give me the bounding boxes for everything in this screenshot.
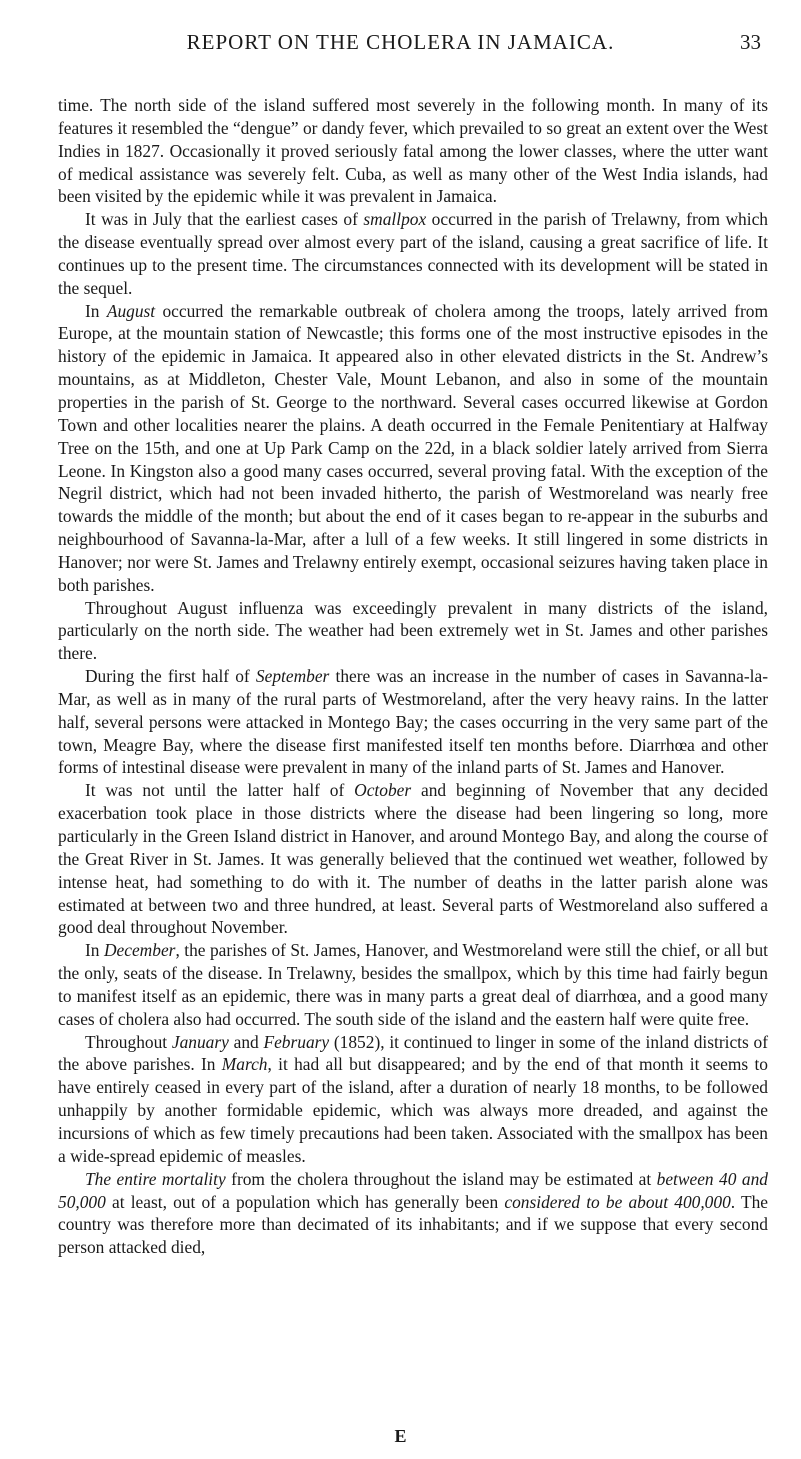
italic-text: considered to be about 400,000 bbox=[504, 1191, 731, 1212]
text-segment: from the cholera throughout the island may be estimated at bbox=[225, 1168, 657, 1189]
running-head: REPORT ON THE CHOLERA IN JAMAICA. bbox=[186, 30, 615, 54]
text-segment: Throughout August influenza was exceedingly prevalent in many districts of the island, particularly on the north side. The weather had been extremely wet in St. James and other parishes there. bbox=[58, 597, 768, 664]
italic-text: smallpox bbox=[363, 209, 427, 230]
paragraph bbox=[58, 1168, 768, 1259]
page-header bbox=[40, 30, 761, 70]
body-text bbox=[58, 94, 768, 1259]
italic-text: March bbox=[221, 1054, 268, 1075]
text-segment: time. The north side of the island suffered most severely in the following month. In many of its features it resembled the “dengue” or dandy fever, which prevailed to so great an extent over the West Indies in 1827. Occasionally it proved seriously fatal among the lower classes, where the utter want of medical assistance was severely felt. Cuba, as well as many other of the West India islands, had been visited by the epidemic while it was prevalent in Jamaica. bbox=[58, 95, 768, 207]
text-segment: (1852), it continued to linger in some of the inland districts of the above parishes. In bbox=[58, 1031, 768, 1075]
italic-text: February bbox=[263, 1031, 330, 1052]
paragraph bbox=[58, 597, 768, 666]
paragraph bbox=[58, 665, 768, 779]
text-segment: It was in July that the earliest cases of bbox=[85, 209, 364, 230]
text-segment: In bbox=[85, 300, 107, 321]
page-number: 33 bbox=[740, 30, 761, 54]
italic-text: January bbox=[171, 1031, 229, 1052]
text-segment: , the parishes of St. James, Hanover, and Westmoreland were still the chief, or all but the only, seats of the disease. In Trelawny, besides the smallpox, which by this time had fairly begun to manifest itself as an epidemic, there was in many parts a great deal of diarrhœa, and a good many cases of cholera also had occurred. The south side of the island and the eastern half were quite free. bbox=[58, 940, 768, 1029]
italic-text: September bbox=[255, 666, 330, 687]
signature-mark: E bbox=[394, 1426, 407, 1446]
paragraph bbox=[58, 208, 768, 299]
text-segment: occurred the remarkable outbreak of cholera among the troops, lately arrived from Europe, at the mountain station of Newcastle; this forms one of the most instructive episodes in the history of the epidemic in Jamaica. It appeared also in other elevated districts in the St. Andrew’s mountains, as at Middleton, Chester Vale, Mount Lebanon, and also in some of the mountain properties in the parish of St. George to the northward. Several cases occurred likewise at Gordon Town and other localities nearer the plains. A death occurred in the Female Penitentiary at Halfway Tree on the 15th, and one at Up Park Camp on the 22d, in a black soldier lately arrived from Sierra Leone. In Kingston also a good many cases occurred, several proving fatal. With the exception of the Negril district, which had not been invaded hitherto, the parish of Westmoreland was nearly free towards the middle of the month; but about the end of it cases began to re-appear in the suburbs and neighbourhood of Savanna-la-Mar, after a lull of a few weeks. It still lingered in some districts in Hanover; nor were St. James and Trelawny entirely exempt, occasional seizures having taken place in both parishes. bbox=[58, 300, 768, 595]
text-segment: It was not until the latter half of bbox=[85, 780, 355, 801]
text-segment: occurred in the parish of Trelawny, from which the disease eventually spread over almost every part of the island, causing a great sacrifice of life. It continues up to the present time. The circumstances connected with its development will be stated in the sequel. bbox=[58, 209, 768, 298]
text-segment: and bbox=[228, 1031, 264, 1052]
italic-text: August bbox=[106, 300, 156, 321]
text-segment: and beginning of November that any decided exacerbation took place in those districts where the disease had been lingering so long, more particularly in the Green Island district in Hanover, and around Montego Bay, and along the course of the Great River in St. James. It was generally believed that the continued wet weather, followed by intense heat, had something to do with it. The number of deaths in the latter parish alone was estimated at between two and three hundred, at least. Several parts of Westmoreland also suffered a good deal throughout November. bbox=[58, 780, 768, 938]
paragraph bbox=[58, 779, 768, 939]
paragraph bbox=[58, 939, 768, 1030]
italic-text: October bbox=[354, 780, 412, 801]
paragraph bbox=[58, 1031, 768, 1168]
text-segment: at least, out of a population which has generally been bbox=[105, 1191, 505, 1212]
text-segment: . The country was therefore more than decimated of its inhabitants; and if we suppose that every second person attacked died, bbox=[58, 1191, 768, 1258]
paragraph bbox=[58, 94, 768, 208]
text-segment: In bbox=[85, 940, 104, 961]
italic-text: December bbox=[103, 940, 176, 961]
italic-text: The entire mortality bbox=[85, 1168, 226, 1189]
text-segment: , it had all but disappeared; and by the end of that month it seems to have entirely ceased in every part of the island, after a duration of nearly 18 months, to be followed unhappily by another formidable epidemic, which was always more dreaded, and against the incursions of which as few timely precautions had been taken. Associated with the smallpox has been a wide-spread epidemic of measles. bbox=[58, 1054, 769, 1166]
text-segment: there was an increase in the number of cases in Savanna-la-Mar, as well as in many of the rural parts of Westmoreland, after the very heavy rains. In the latter half, several persons were attacked in Montego Bay; the cases occurring in the very same part of the town, Meagre Bay, where the disease first manifested itself ten months before. Diarrhœa and other forms of intestinal disease were prevalent in many of the inland parts of St. James and Hanover. bbox=[58, 666, 768, 778]
text-segment: Throughout bbox=[85, 1031, 172, 1052]
italic-text: between 40 and 50,000 bbox=[58, 1168, 768, 1212]
text-segment: During the first half of bbox=[85, 666, 256, 687]
paragraph bbox=[58, 300, 768, 597]
